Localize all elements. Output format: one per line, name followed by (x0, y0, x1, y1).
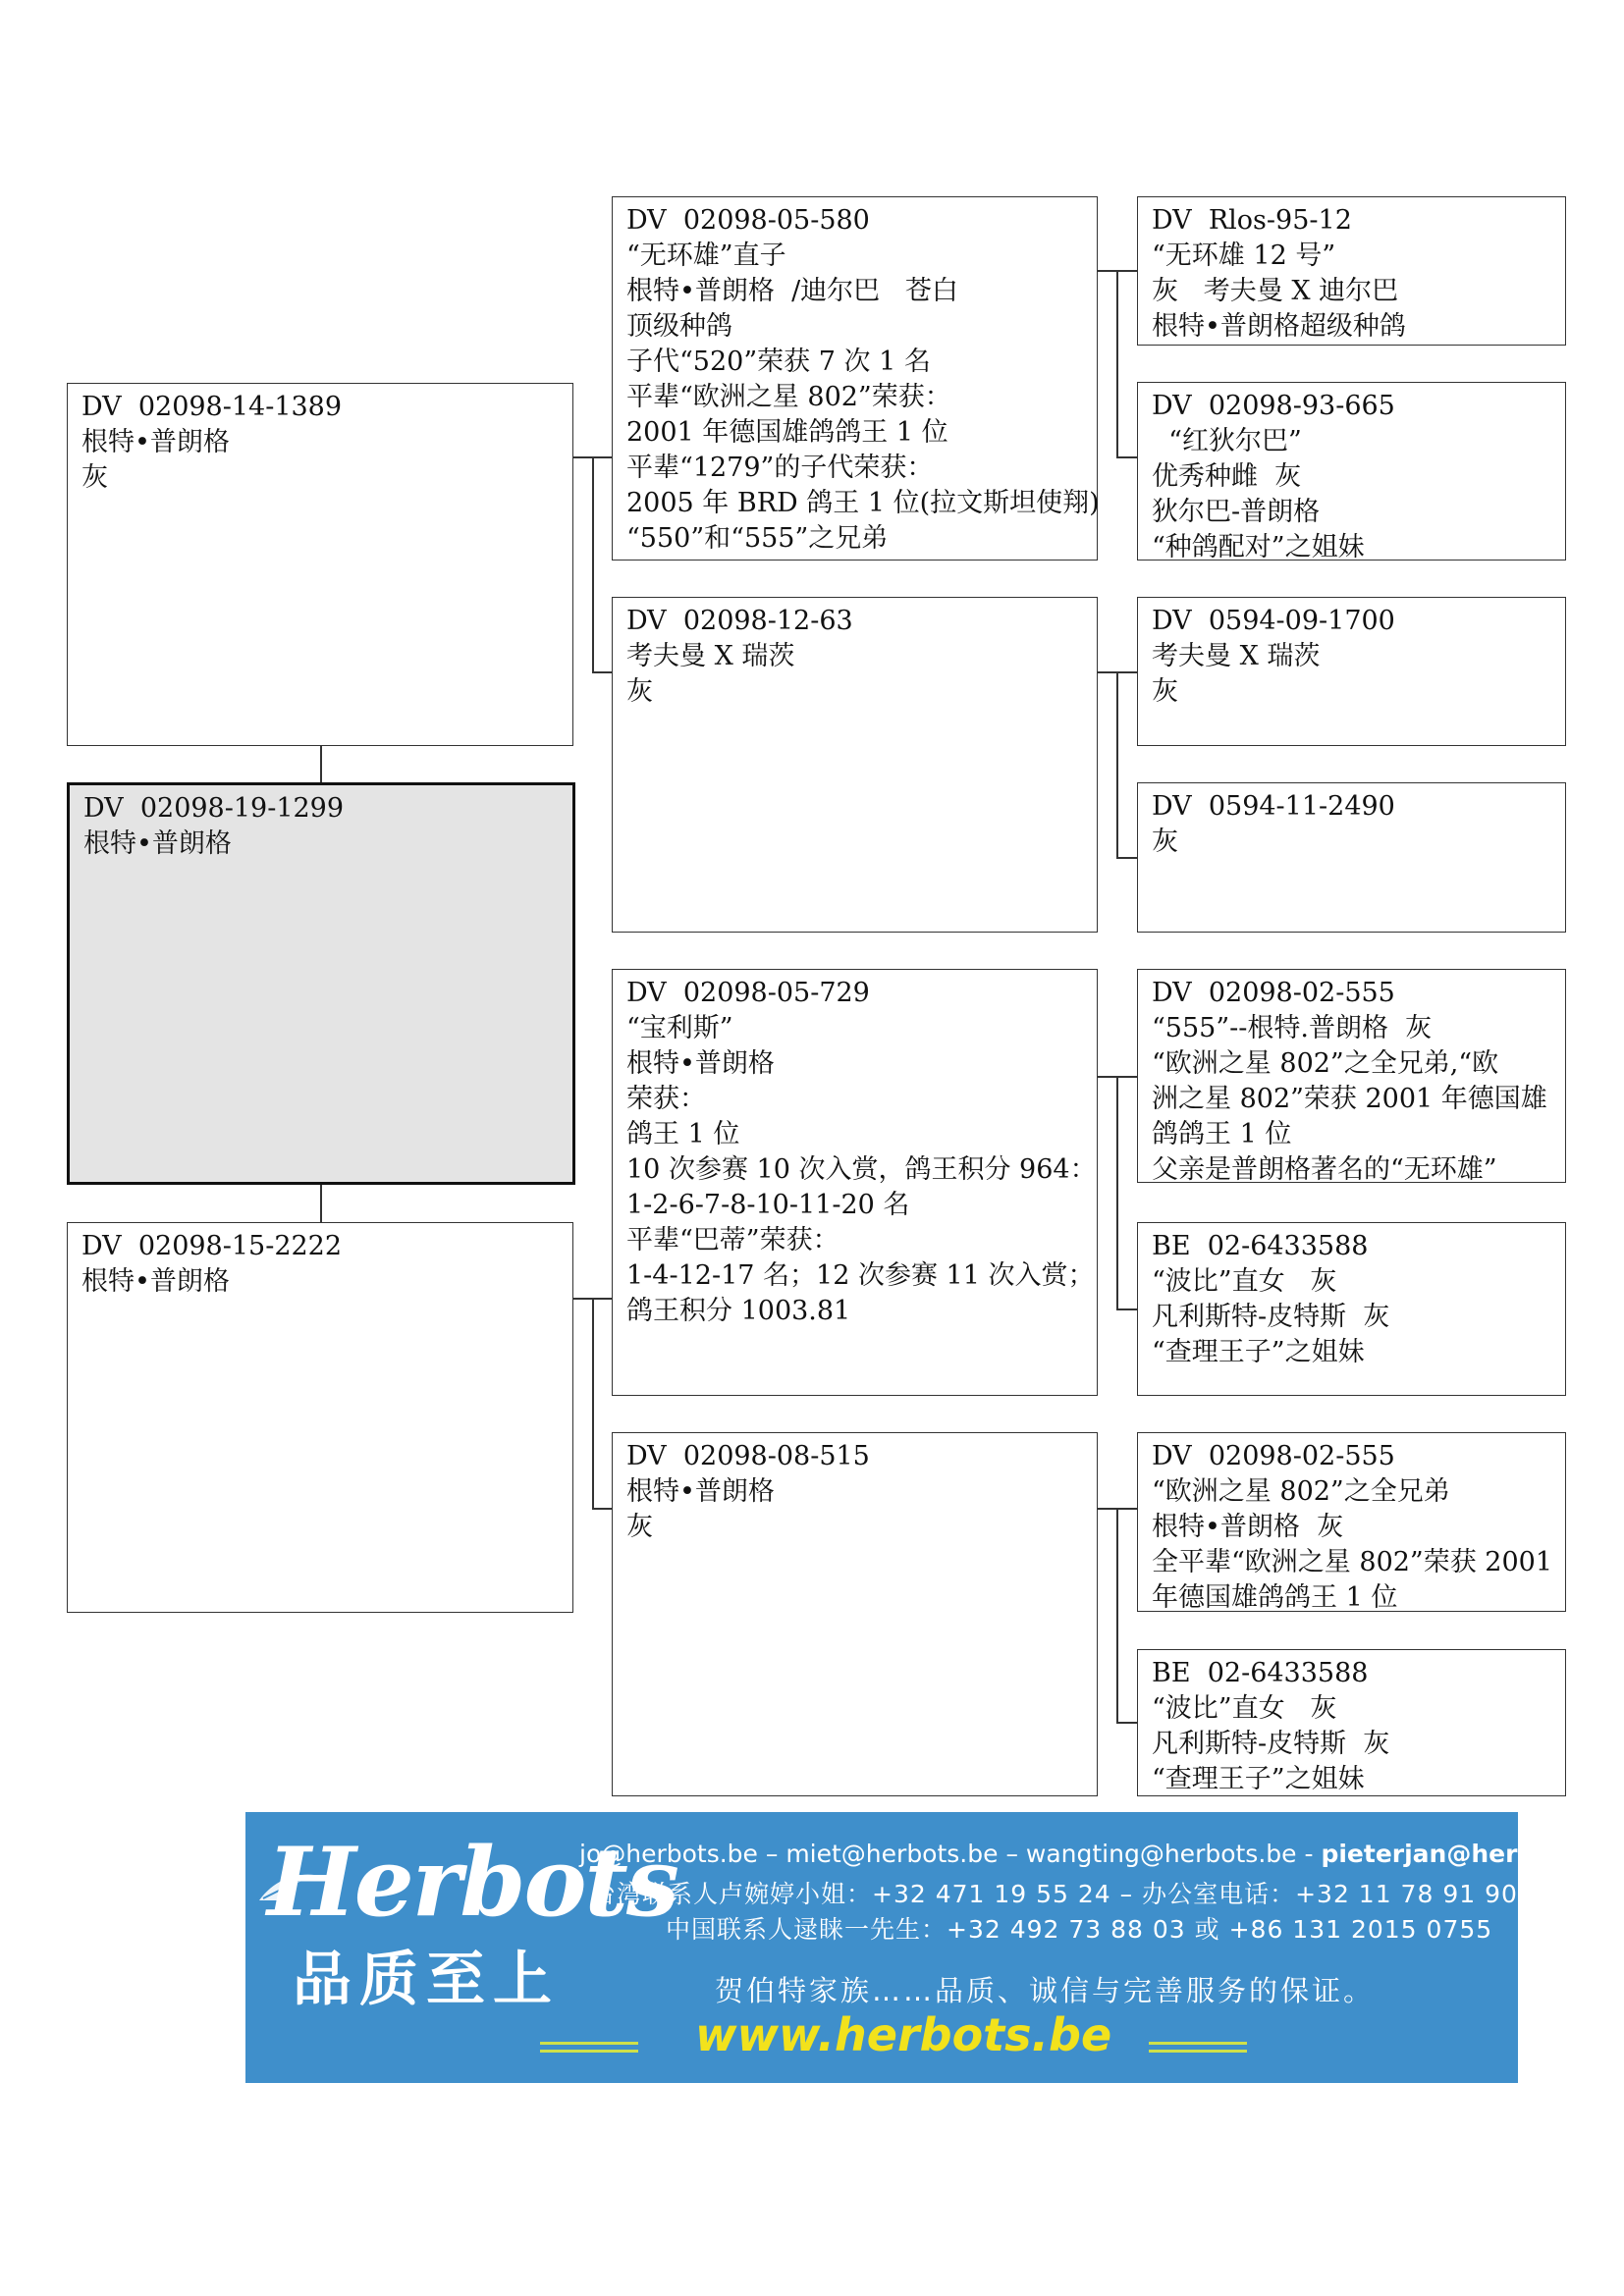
pigeon-info-line: 鸽王 1 位 (626, 1119, 740, 1149)
pigeon-info-line: 根特•普朗格 (81, 1266, 230, 1297)
connector-line (1098, 270, 1117, 272)
pigeon-info-line: 根特•普朗格超级种鸽 (1152, 311, 1406, 342)
pigeon-info-line: 平辈“巴蒂”荣获： (626, 1225, 839, 1255)
pigeon-info-line: “欧洲之星 802”之全兄弟 (1152, 1476, 1450, 1507)
pigeon-info-line: 根特•普朗格 /迪尔巴 苍白 (626, 276, 958, 306)
pigeon-info-line: 年德国雄鸽鸽王 1 位 (1152, 1582, 1398, 1613)
pigeon-info-line: “无环雄”直子 (626, 240, 786, 271)
pigeon-info-line: 根特•普朗格 (81, 427, 230, 457)
pigeon-info-line: 父亲是普朗格著名的“无环雄” (1152, 1154, 1497, 1185)
herbots-logo: Herbots (267, 1827, 677, 1938)
pigeon-info-line: DV 02098-08-515 (626, 1441, 870, 1471)
connector-line (592, 1298, 594, 1509)
pigeon-info-line: DV 02098-93-665 (1152, 391, 1395, 421)
pigeon-info-line: “波比”直女 灰 (1152, 1266, 1337, 1297)
pigeon-info-line: 顶级种鸽 (626, 311, 732, 342)
connector-line (1116, 1508, 1137, 1510)
dd-dam-card (1137, 1649, 1566, 1796)
pigeon-info-line: “查理王子”之姐妹 (1152, 1337, 1365, 1367)
china-contact: 中国联系人逯睐一先生：+32 492 73 88 03 或 +86 131 2015 0755 (666, 1915, 1493, 1944)
pigeon-info-line: 根特•普朗格 灰 (1152, 1512, 1344, 1542)
dam-card (67, 1222, 573, 1613)
pigeon-info-line: 平辈“1279”的子代荣获： (626, 453, 934, 483)
ss-dam-card (1137, 382, 1566, 561)
connector-line (320, 1185, 322, 1222)
pigeon-info-line: “宝利斯” (626, 1013, 733, 1043)
pigeon-info-line: 1-2-6-7-8-10-11-20 名 (626, 1190, 910, 1220)
pigeon-info-line: 荣获： (626, 1084, 706, 1114)
connector-line (1116, 1076, 1118, 1309)
pigeon-info-line: 1-4-12-17 名；12 次参赛 11 次入赏； (626, 1260, 1095, 1291)
dam-sire-card (612, 969, 1098, 1396)
connector-line (320, 746, 322, 782)
decorative-dash (540, 2042, 638, 2045)
pigeon-info-line: “查理王子”之姐妹 (1152, 1764, 1365, 1794)
pigeon-info-line: DV 02098-05-729 (626, 978, 870, 1008)
pigeon-info-line: DV 02098-15-2222 (81, 1231, 343, 1261)
pigeon-info-line: 全平辈“欧洲之星 802”荣获 2001 (1152, 1547, 1553, 1577)
pigeon-info-line: “欧洲之星 802”之全兄弟,“欧 (1152, 1048, 1499, 1079)
pigeon-info-line: 优秀种雌 灰 (1152, 461, 1302, 492)
connector-line (1116, 1722, 1137, 1724)
pigeon-info-line: DV 02098-05-580 (626, 205, 870, 236)
connector-line (592, 456, 612, 458)
herbots-banner (245, 1812, 1622, 2083)
pigeon-info-line: DV Rlos-95-12 (1152, 205, 1352, 236)
pigeon-info-line: 考夫曼 X 瑞茨 (1152, 641, 1321, 671)
website-link[interactable]: www.herbots.be (695, 2008, 1112, 2061)
pigeon-info-line: DV 02098-19-1299 (83, 793, 345, 824)
pigeon-info-line: “波比”直女 灰 (1152, 1693, 1337, 1724)
pigeon-info-line: 根特•普朗格 (626, 1476, 775, 1507)
ss-sire-card (1137, 196, 1566, 346)
sd-sire-card (1137, 597, 1566, 746)
decorative-dash (540, 2050, 638, 2053)
pigeon-info-line: 平辈“欧洲之星 802”荣获： (626, 382, 951, 412)
pigeon-info-line: 考夫曼 X 瑞茨 (626, 641, 795, 671)
pigeon-info-line: 鸽鸽王 1 位 (1152, 1119, 1292, 1149)
pigeon-info-line: “550”和“555”之兄弟 (626, 523, 889, 554)
pigeon-info-line: DV 0594-09-1700 (1152, 606, 1395, 636)
decorative-dash (1149, 2050, 1247, 2053)
sire-sire-card (612, 196, 1098, 561)
pigeon-info-line: DV 02098-02-555 (1152, 1441, 1395, 1471)
pigeon-info-line: 凡利斯特-皮特斯 灰 (1152, 1729, 1390, 1759)
pigeon-info-line: “种鸽配对”之姐妹 (1152, 532, 1365, 562)
pigeon-info-line: “无环雄 12 号” (1152, 240, 1336, 271)
pigeon-info-line: 灰 (626, 676, 653, 707)
pigeon-info-line: DV 0594-11-2490 (1152, 791, 1395, 822)
pigeon-info-line: 洲之星 802”荣获 2001 年德国雄 (1152, 1084, 1547, 1114)
motto: 贺伯特家族……品质、诚信与完善服务的保证。 (715, 1974, 1376, 2007)
connector-line (1098, 1508, 1117, 1510)
connector-line (1116, 671, 1118, 858)
taiwan-contact: 台湾联系人卢婉婷小姐：+32 471 19 55 24 – 办公室电话：+32 11 78 91 90 (591, 1880, 1518, 1908)
pigeon-info-line: 子代“520”荣获 7 次 1 名 (626, 347, 931, 377)
ds-sire-card (1137, 969, 1566, 1183)
pigeon-info-line: 根特•普朗格 (83, 828, 232, 859)
sire-card (67, 383, 573, 746)
pigeon-info-line: DV 02098-12-63 (626, 606, 853, 636)
connector-line (1116, 1308, 1137, 1310)
connector-line (592, 671, 612, 673)
decorative-dash (1149, 2042, 1247, 2045)
pigeon-info-line: 10 次参赛 10 次入赏，鸽王积分 964： (626, 1154, 1097, 1185)
connector-line (1116, 857, 1137, 859)
connector-line (1116, 270, 1137, 272)
connector-line (1116, 671, 1137, 673)
sd-dam-card (1137, 782, 1566, 933)
pigeon-info-line: DV 02098-14-1389 (81, 392, 343, 422)
dam-dam-card (612, 1432, 1098, 1796)
connector-line (573, 456, 593, 458)
slogan: 品质至上 (293, 1946, 560, 2014)
pigeon-info-line: 鸽王积分 1003.81 (626, 1296, 851, 1326)
pigeon-info-line: “555”--根特.普朗格 灰 (1152, 1013, 1433, 1043)
connector-line (592, 1508, 612, 1510)
connector-line (1116, 270, 1118, 456)
pigeon-info-line: 2001 年德国雄鸽鸽王 1 位 (626, 417, 948, 448)
pigeon-info-line: “红狄尔巴” (1152, 426, 1302, 456)
connector-line (592, 1298, 612, 1300)
connector-line (1098, 1076, 1117, 1078)
pigeon-info-line: BE 02-6433588 (1152, 1231, 1369, 1261)
pigeon-info-line: 灰 (1152, 827, 1178, 857)
pigeon-info-line: 2005 年 BRD 鸽王 1 位(拉文斯坦使翔) (626, 488, 1100, 518)
pigeon-info-line: 灰 (81, 462, 108, 493)
subject-pigeon-card (67, 782, 575, 1185)
connector-line (1116, 456, 1137, 458)
email-list: jo@herbots.be – miet@herbots.be – wangting@herbots.be - pieterjan@herbots.be (579, 1840, 1622, 1868)
pigeon-info-line: DV 02098-02-555 (1152, 978, 1395, 1008)
connector-line (592, 456, 594, 672)
pigeon-info-line: 灰 考夫曼 X 迪尔巴 (1152, 276, 1399, 306)
pigeon-info-line: 灰 (1152, 676, 1178, 707)
pigeon-info-line: 凡利斯特-皮特斯 灰 (1152, 1302, 1390, 1332)
connector-line (1116, 1508, 1118, 1723)
connector-line (573, 1298, 593, 1300)
pigeon-info-line: 灰 (626, 1512, 653, 1542)
sire-dam-card (612, 597, 1098, 933)
connector-line (1116, 1076, 1137, 1078)
dd-sire-card (1137, 1432, 1566, 1612)
pigeon-info-line: 狄尔巴-普朗格 (1152, 497, 1321, 527)
connector-line (1098, 671, 1117, 673)
ds-dam-card (1137, 1222, 1566, 1396)
pigeon-info-line: 根特•普朗格 (626, 1048, 775, 1079)
pigeon-info-line: BE 02-6433588 (1152, 1658, 1369, 1688)
